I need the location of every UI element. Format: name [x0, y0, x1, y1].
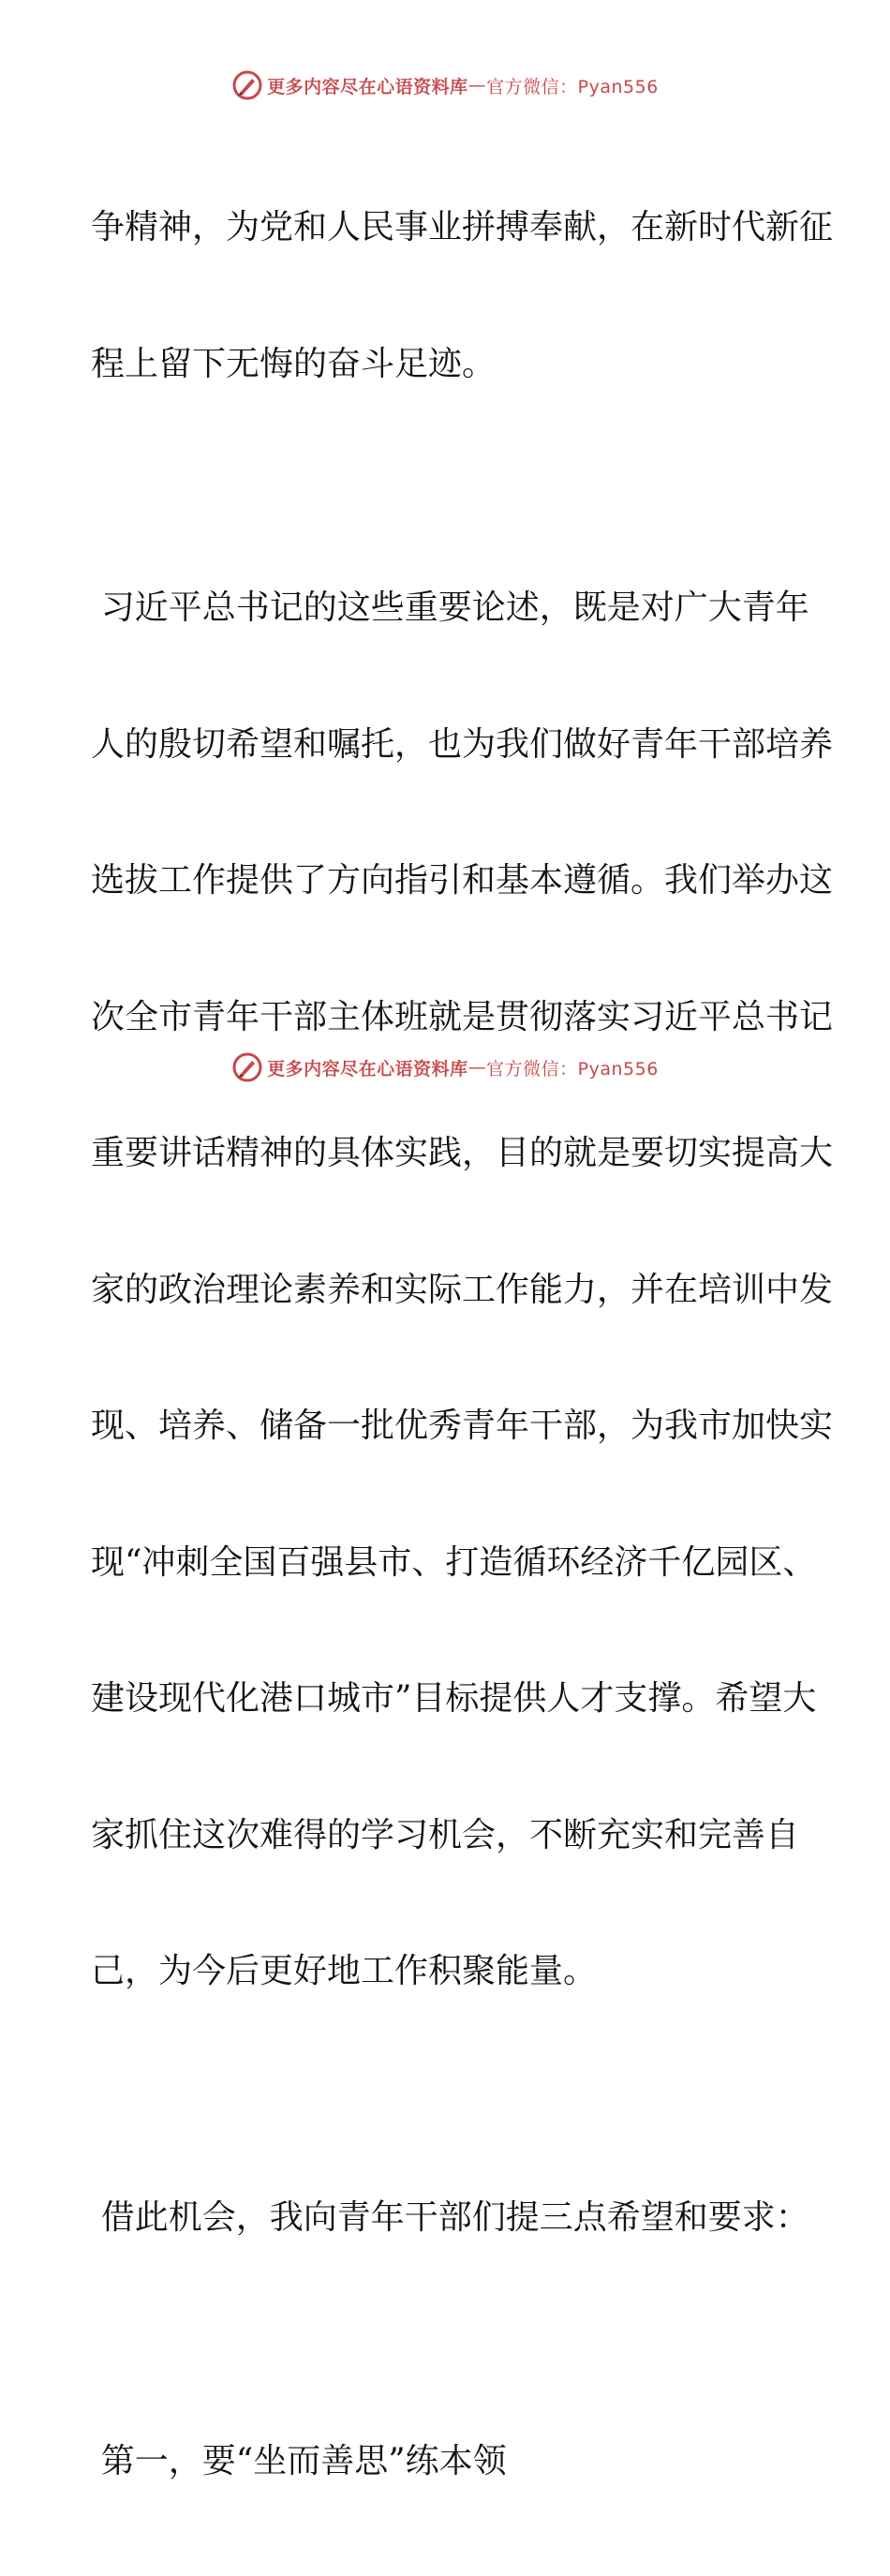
quill-pen-logo-icon: [231, 1051, 263, 1083]
text-line: 人的殷切希望和嘱托，也为我们做好青年干部培养: [91, 724, 834, 764]
paragraph-1: [91, 114, 834, 478]
watermark-lead-text: 更多内容尽在心语资料库: [267, 76, 468, 97]
text-line: 己，为今后更好地工作积聚能量。: [91, 1952, 598, 1990]
section-heading: [91, 2348, 803, 2576]
footer-watermark: [0, 1051, 890, 1083]
text-line: 建设现代化港口城市”目标提供人才支撑。希望大: [91, 1679, 817, 1718]
text-line: 争精神，为党和人民事业拼搏奉献，在新时代新征: [91, 208, 834, 246]
header-watermark: [0, 69, 890, 101]
quill-pen-logo-icon: [231, 69, 263, 101]
document-body: [91, 114, 834, 2576]
watermark-lead-text: 更多内容尽在心语资料库: [267, 1058, 468, 1080]
text-line: 第一，要“坐而善思”练本领: [100, 2442, 507, 2480]
watermark-tail-text: 官方微信：Pyan556: [486, 76, 659, 97]
text-line: 程上留下无悔的奋斗足迹。: [91, 344, 497, 383]
text-line: 家的政治理论素养和实际工作能力，并在培训中发: [91, 1270, 834, 1309]
text-line: 重要讲话精神的具体实践，目的就是要切实提高大: [91, 1134, 834, 1172]
text-line: 现、培养、储备一批优秀青年干部，为我市加快实: [91, 1407, 834, 1445]
paragraph-2: [91, 495, 834, 2086]
text-line: 习近平总书记的这些重要论述，既是对广大青年: [100, 588, 809, 627]
text-line: 现“冲刺全国百强县市、打造循环经济千亿园区、: [91, 1542, 817, 1582]
text-line: 借此机会，我向青年干部们提三点希望和要求：: [100, 2197, 809, 2237]
watermark-dash: —: [467, 1057, 487, 1078]
text-line: 次全市青年干部主体班就是贯彻落实习近平总书记: [91, 997, 834, 1036]
paragraph-3: [91, 2105, 809, 2332]
text-line: 家抓住这次难得的学习机会，不断充实和完善自: [91, 1815, 800, 1854]
text-line: 选拔工作提供了方向指引和基本遵循。我们举办这: [91, 861, 834, 900]
watermark-dash: —: [467, 75, 487, 96]
watermark-tail-text: 官方微信：Pyan556: [486, 1058, 659, 1080]
